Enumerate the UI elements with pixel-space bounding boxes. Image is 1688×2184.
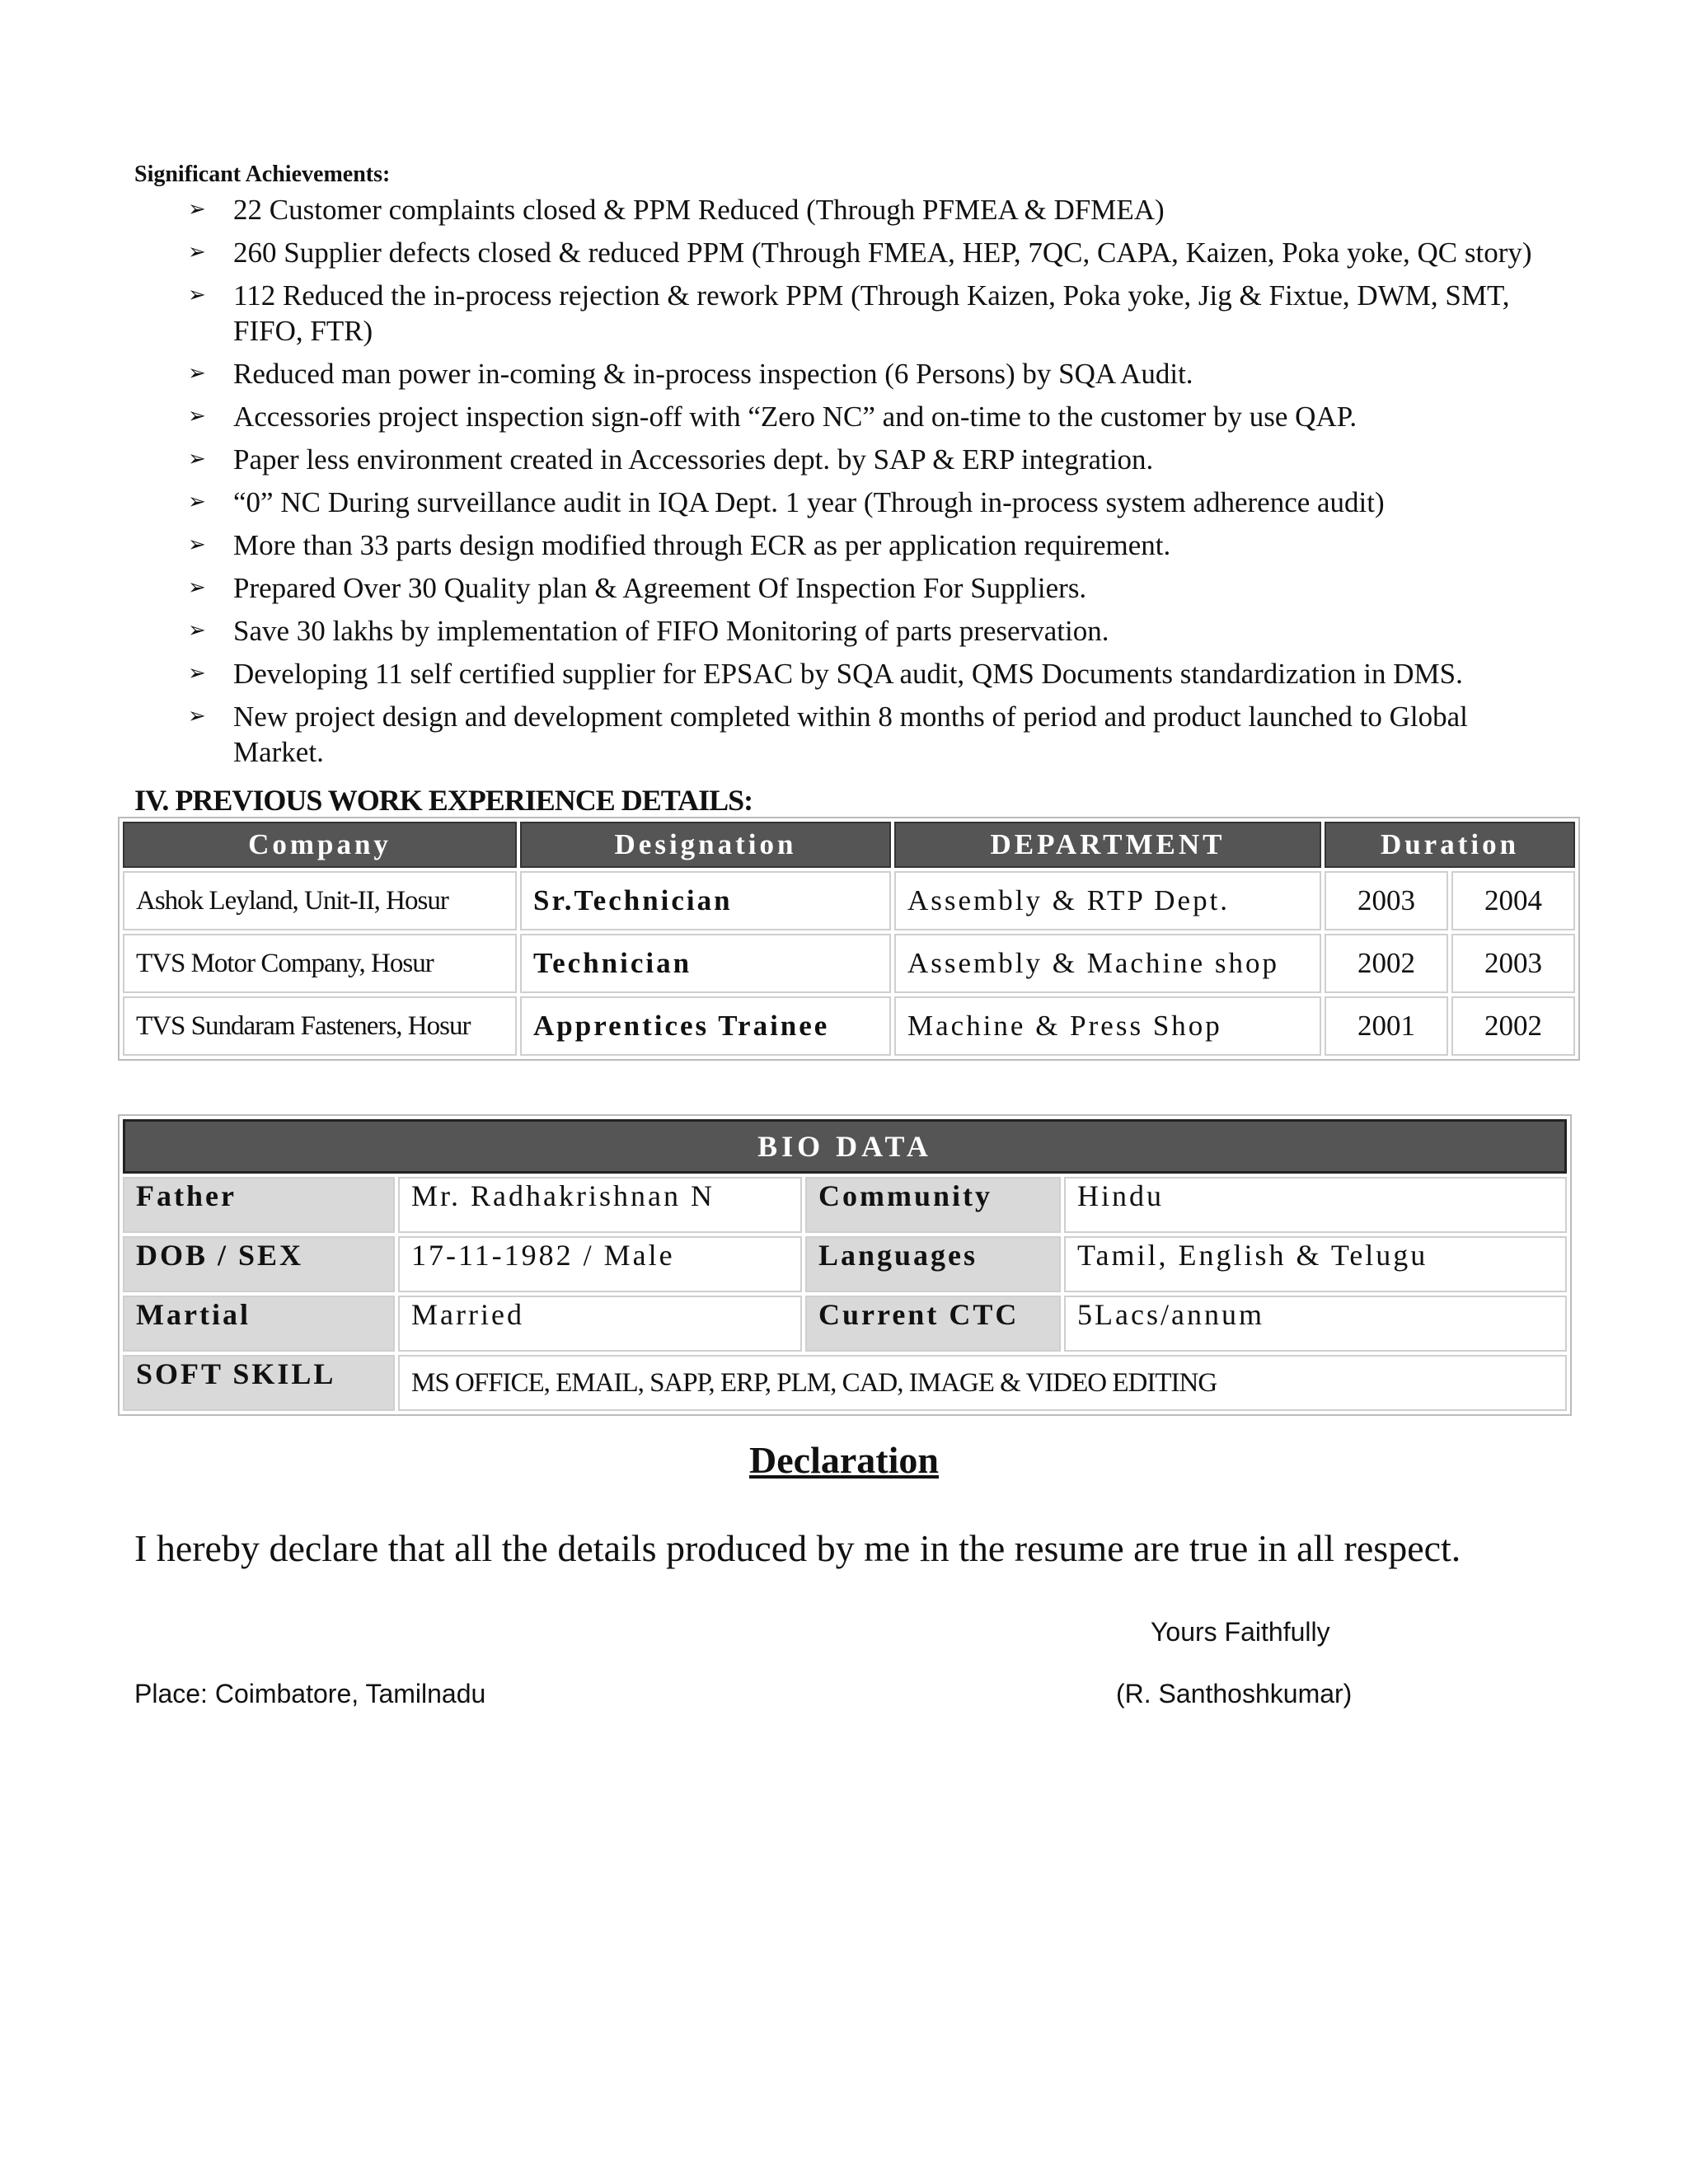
declaration-text: I hereby declare that all the details produced by me in the resume are true in all respect. — [134, 1527, 1461, 1569]
duration-from-cell: 2001 — [1325, 996, 1448, 1056]
arrow-bullet-icon: ➢ — [188, 283, 206, 307]
closing-text: Yours Faithfully — [1151, 1617, 1330, 1647]
arrow-bullet-icon: ➢ — [188, 490, 206, 514]
department-cell: Machine & Press Shop — [894, 996, 1321, 1056]
experience-heading: IV. PREVIOUS WORK EXPERIENCE DETAILS: — [134, 784, 753, 817]
list-item: ➢ Paper less environment created in Accessories dept. by SAP & ERP integration. — [188, 443, 1154, 476]
table-row — [123, 871, 1575, 930]
arrow-bullet-icon: ➢ — [188, 447, 206, 471]
duration-to-cell: 2002 — [1451, 996, 1575, 1056]
bio-data-heading: BIO DATA — [123, 1119, 1567, 1174]
table-row — [123, 1296, 1567, 1352]
designation-cell: Technician — [520, 934, 891, 993]
table-row — [123, 1355, 1567, 1411]
achievements-list — [188, 192, 1556, 777]
place-text: Place: Coimbatore, Tamilnadu — [134, 1679, 486, 1708]
current-ctc-value: 5Lacs/annum — [1064, 1296, 1567, 1352]
duration-from-cell: 2002 — [1325, 934, 1448, 993]
declaration-heading: Declaration — [749, 1439, 939, 1481]
experience-table — [118, 817, 1580, 1061]
achievements-heading: Significant Achievements: — [134, 162, 391, 187]
arrow-bullet-icon: ➢ — [188, 532, 206, 557]
table-row — [123, 934, 1575, 993]
marital-label: Martial — [123, 1296, 395, 1352]
table-header-row — [123, 1119, 1567, 1174]
arrow-bullet-icon: ➢ — [188, 240, 206, 265]
father-label: Father — [123, 1177, 395, 1233]
column-header-company: Company — [123, 822, 517, 868]
table-row — [123, 996, 1575, 1056]
list-item: ➢ More than 33 parts design modified through ECR as per application requirement. — [188, 529, 1171, 561]
arrow-bullet-icon: ➢ — [188, 618, 206, 643]
department-cell: Assembly & RTP Dept. — [894, 871, 1321, 930]
duration-to-cell: 2003 — [1451, 934, 1575, 993]
list-item: ➢ Prepared Over 30 Quality plan & Agreement Of Inspection For Suppliers. — [188, 572, 1087, 604]
arrow-bullet-icon: ➢ — [188, 575, 206, 600]
duration-from-cell: 2003 — [1325, 871, 1448, 930]
dob-sex-label: DOB / SEX — [123, 1236, 395, 1292]
list-item: ➢ Reduced man power in-coming & in-process inspection (6 Persons) by SQA Audit. — [188, 358, 1193, 390]
designation-cell: Sr.Technician — [520, 871, 891, 930]
dob-sex-value: 17-11-1982 / Male — [398, 1236, 802, 1292]
languages-value: Tamil, English & Telugu — [1064, 1236, 1567, 1292]
community-value: Hindu — [1064, 1177, 1567, 1233]
list-item: ➢ 112 Reduced the in-process rejection & rework PPM (Through Kaizen, Poka yoke, Jig & Fixtue, DWM, SMT, FIFO, FTR) — [188, 279, 1510, 347]
current-ctc-label: Current CTC — [805, 1296, 1061, 1352]
soft-skill-label: SOFT SKILL — [123, 1355, 395, 1411]
languages-label: Languages — [805, 1236, 1061, 1292]
list-item: ➢ 260 Supplier defects closed & reduced PPM (Through FMEA, HEP, 7QC, CAPA, Kaizen, Poka yoke, QC story) — [188, 237, 1532, 269]
arrow-bullet-icon: ➢ — [188, 361, 206, 386]
column-header-designation: Designation — [520, 822, 891, 868]
community-label: Community — [805, 1177, 1061, 1233]
arrow-bullet-icon: ➢ — [188, 197, 206, 222]
father-value: Mr. Radhakrishnan N — [398, 1177, 802, 1233]
list-item: ➢ New project design and development completed within 8 months of period and product launched to Global Market. — [188, 701, 1468, 768]
duration-to-cell: 2004 — [1451, 871, 1575, 930]
list-item: ➢ 22 Customer complaints closed & PPM Reduced (Through PFMEA & DFMEA) — [188, 194, 1165, 226]
department-cell: Assembly & Machine shop — [894, 934, 1321, 993]
list-item: ➢ “0” NC During surveillance audit in IQA Dept. 1 year (Through in-process system adherence audit) — [188, 486, 1385, 518]
company-cell: TVS Motor Company, Hosur — [123, 934, 517, 993]
column-header-department: DEPARTMENT — [894, 822, 1321, 868]
marital-value: Married — [398, 1296, 802, 1352]
designation-cell: Apprentices Trainee — [520, 996, 891, 1056]
company-cell: Ashok Leyland, Unit-II, Hosur — [123, 871, 517, 930]
arrow-bullet-icon: ➢ — [188, 704, 206, 729]
table-header-row — [123, 822, 1575, 868]
bio-data-table — [118, 1114, 1572, 1416]
table-row — [123, 1177, 1567, 1233]
list-item: ➢ Save 30 lakhs by implementation of FIFO Monitoring of parts preservation. — [188, 615, 1109, 647]
soft-skill-value: MS OFFICE, EMAIL, SAPP, ERP, PLM, CAD, IMAGE & VIDEO EDITING — [398, 1355, 1567, 1411]
table-row — [123, 1236, 1567, 1292]
signature-name: (R. Santhoshkumar) — [1116, 1679, 1353, 1708]
company-cell: TVS Sundaram Fasteners, Hosur — [123, 996, 517, 1056]
arrow-bullet-icon: ➢ — [188, 404, 206, 429]
list-item: ➢ Accessories project inspection sign-off with “Zero NC” and on-time to the customer by use QAP. — [188, 401, 1357, 433]
list-item: ➢ Developing 11 self certified supplier for EPSAC by SQA audit, QMS Documents standardization in DMS. — [188, 658, 1463, 690]
column-header-duration: Duration — [1325, 822, 1575, 868]
arrow-bullet-icon: ➢ — [188, 661, 206, 686]
